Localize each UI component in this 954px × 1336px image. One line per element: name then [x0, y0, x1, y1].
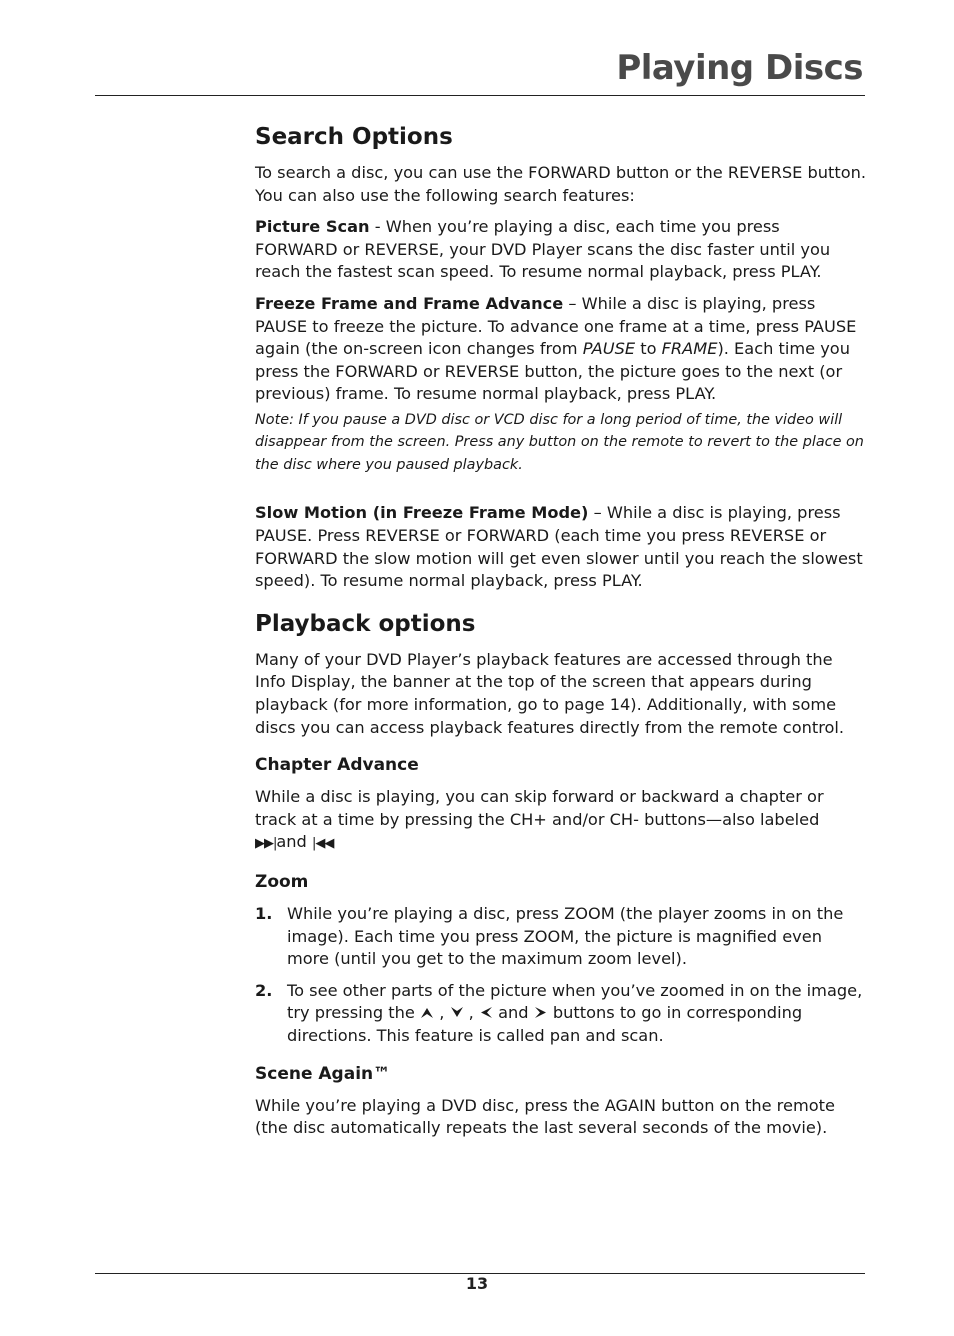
step-text-post: buttons to go in corresponding directions. This feature is called pan and scan. [287, 1003, 803, 1045]
zoom-heading: Zoom [255, 871, 309, 892]
chapter-advance-and: and [276, 832, 307, 852]
header-rule [95, 95, 865, 96]
picture-scan-term: Picture Scan [255, 217, 370, 237]
freeze-frame-text-1: – While a disc is playing, press PAUSE to freeze the picture. To advance one frame at a time, press PAUSE again (the on-screen icon changes from [255, 293, 857, 359]
arrow-up-icon [420, 1006, 434, 1019]
slow-motion-term: Slow Motion (in Freeze Frame Mode) [255, 503, 589, 523]
section-heading-search-options: Search Options [255, 124, 453, 150]
step-number: 2. [255, 980, 273, 1000]
step-text: While you’re playing a disc, press ZOOM (the player zooms in on the image). Each time you press ZOOM, the picture is magnified even more (until you get to the maximum zoom level). [287, 903, 844, 969]
pause-note: Note: If you pause a DVD disc or VCD disc for a long period of time, the video will disappear from the screen. Press any button on the remote to revert to the place on the disc where you paused playback. [255, 411, 864, 473]
freeze-frame-frame-label: FRAME [661, 339, 718, 359]
zoom-steps [255, 903, 867, 1048]
arrow-down-icon [450, 1006, 464, 1019]
and-word: and [498, 1003, 529, 1023]
arrow-right-icon [534, 1006, 548, 1019]
page-number: 13 [465, 1274, 489, 1293]
page-content [255, 120, 867, 1149]
scene-again-paragraph: While you’re playing a DVD disc, press the AGAIN button on the remote (the disc automatically repeats the last several seconds of the movie). [255, 1095, 835, 1138]
section-heading-playback-options: Playback options [255, 610, 476, 637]
skip-previous-icon: |◀◀ [312, 836, 334, 852]
picture-scan-paragraph [255, 216, 867, 284]
freeze-frame-term: Freeze Frame and Frame Advance [255, 293, 564, 313]
slow-motion-text: – While a disc is playing, press PAUSE. Press REVERSE or FORWARD (each time you press REVERSE or FORWARD the slow motion will get even slower until you reach the slowest speed). To resume normal playback, press PLAY. [255, 503, 863, 591]
zoom-step [255, 903, 867, 971]
freeze-frame-pause-label: PAUSE [582, 339, 636, 359]
picture-scan-text: - When you’re playing a disc, each time you press FORWARD or REVERSE, your DVD Player scans the disc faster until you reach the fastest scan speed. To resume normal playback, press PLAY. [255, 217, 831, 282]
step-number: 1. [255, 903, 273, 923]
skip-next-icon: ▶▶| [255, 836, 277, 852]
playback-intro: Many of your DVD Player’s playback features are accessed through the Info Display, the banner at the top of the screen that appears during playback (for more information, go to page 14). Additionally, with some discs you can access playback features directly from the remote control. [255, 649, 845, 737]
step-text-pre: To see other parts of the picture when you’ve zoomed in on the image, try pressing the [287, 980, 863, 1023]
chapter-advance-paragraph [255, 786, 867, 856]
arrow-left-icon [479, 1006, 493, 1019]
freeze-frame-text-2: to [635, 339, 662, 359]
chapter-advance-text: While a disc is playing, you can skip forward or backward a chapter or track at a time by pressing the CH+ and/or CH- buttons—also labeled [255, 787, 824, 829]
chapter-advance-heading: Chapter Advance [255, 755, 419, 776]
slow-motion-paragraph [255, 502, 867, 592]
search-intro: To search a disc, you can use the FORWARD button or the REVERSE button. You can also use the following search features: [255, 163, 867, 205]
page-title: Playing Discs [616, 48, 863, 88]
zoom-step [255, 980, 867, 1048]
comma-separator: , [439, 1003, 445, 1023]
scene-again-heading: Scene Again™ [255, 1063, 391, 1084]
comma-separator: , [468, 1003, 474, 1023]
freeze-frame-paragraph [255, 293, 867, 406]
freeze-frame-text-3: ). Each time you press the FORWARD or REVERSE button, the picture goes to the next (or previous) frame. To resume normal playback, press PLAY. [255, 339, 850, 404]
